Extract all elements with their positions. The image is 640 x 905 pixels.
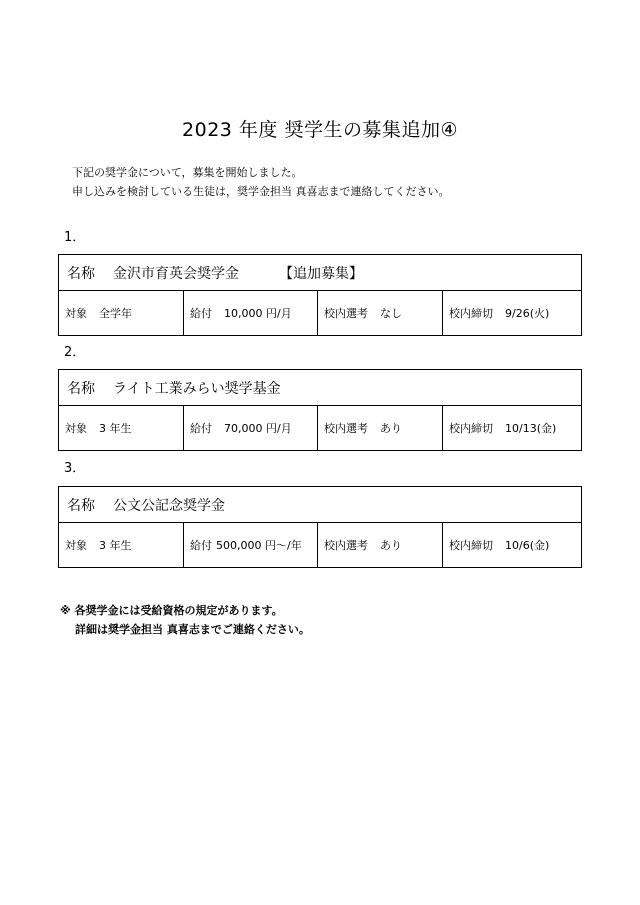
name-label: 名称	[67, 497, 95, 514]
scholarship-name-row	[59, 255, 581, 291]
scholarship-table	[58, 369, 582, 451]
intro-line: 申し込みを検討している生徒は，奨学金担当 真喜志まで連絡してください。	[72, 185, 450, 198]
deadline-label: 校内締切	[449, 539, 493, 552]
scholarship-name-row	[59, 487, 581, 523]
note-line: 詳細は奨学金担当 真喜志までご連絡ください。	[75, 623, 310, 636]
name-label: 名称	[67, 265, 95, 282]
selection-label: 校内選考	[324, 422, 368, 435]
payment-label: 給付	[190, 539, 212, 552]
name-label: 名称	[67, 380, 95, 397]
selection-cell	[318, 523, 443, 567]
scholarship-table	[58, 486, 582, 568]
scholarship-name-row	[59, 370, 581, 406]
target-value: 3 年生	[99, 422, 132, 435]
selection-label: 校内選考	[324, 307, 368, 320]
target-value: 3 年生	[99, 539, 132, 552]
selection-cell	[318, 406, 443, 450]
payment-value: 500,000 円～/年	[216, 539, 302, 552]
notes	[60, 601, 310, 639]
section-number: 1．	[64, 230, 86, 245]
deadline-value: 10/13(金)	[505, 422, 557, 435]
target-value: 全学年	[99, 307, 132, 320]
payment-cell	[184, 523, 318, 567]
target-cell	[59, 523, 184, 567]
target-label: 対象	[65, 422, 87, 435]
target-cell	[59, 406, 184, 450]
deadline-value: 9/26(火)	[505, 307, 550, 320]
note-line: ※ 各奨学金には受給資格の規定があります。	[60, 604, 283, 617]
selection-value: あり	[380, 422, 402, 435]
deadline-cell	[443, 291, 581, 335]
scholarship-table	[58, 254, 582, 336]
scholarship-info-row	[59, 291, 581, 335]
selection-value: あり	[380, 539, 402, 552]
target-label: 対象	[65, 539, 87, 552]
payment-label: 給付	[190, 307, 212, 320]
scholarship-name: ライト工業みらい奨学基金	[113, 380, 281, 397]
page-title: 2023 年度 奨学生の募集追加④	[182, 119, 458, 141]
deadline-value: 10/6(金)	[505, 539, 550, 552]
payment-cell	[184, 406, 318, 450]
selection-label: 校内選考	[324, 539, 368, 552]
deadline-cell	[443, 523, 581, 567]
payment-cell	[184, 291, 318, 335]
scholarship-name: 金沢市育英会奨学金	[113, 265, 239, 282]
selection-cell	[318, 291, 443, 335]
target-cell	[59, 291, 184, 335]
scholarship-info-row	[59, 523, 581, 567]
section-number: 3．	[64, 461, 86, 476]
intro-line: 下記の奨学金について，募集を開始しました。	[72, 166, 303, 179]
payment-label: 給付	[190, 422, 212, 435]
section-number: 2．	[64, 345, 86, 360]
selection-value: なし	[380, 307, 402, 320]
scholarship-name: 公文公記念奨学金	[113, 497, 225, 514]
deadline-cell	[443, 406, 581, 450]
deadline-label: 校内締切	[449, 307, 493, 320]
target-label: 対象	[65, 307, 87, 320]
deadline-label: 校内締切	[449, 422, 493, 435]
payment-value: 70,000 円/月	[224, 422, 292, 435]
intro-text	[72, 163, 450, 201]
scholarship-info-row	[59, 406, 581, 450]
payment-value: 10,000 円/月	[224, 307, 292, 320]
scholarship-extra-note: 【追加募集】	[279, 265, 363, 282]
